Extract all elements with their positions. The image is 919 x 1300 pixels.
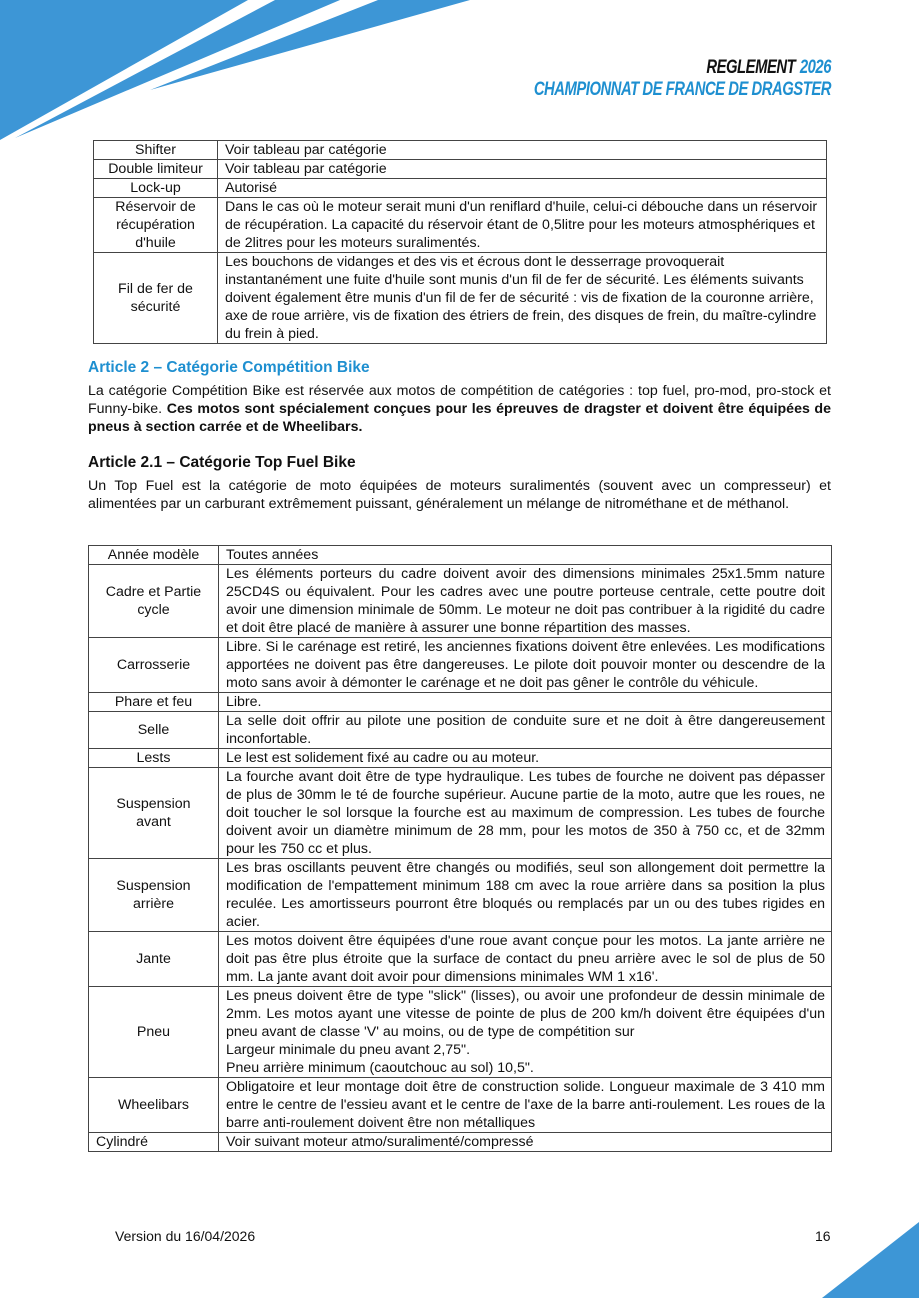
row-value: Les motos doivent être équipées d'une roue avant conçue pour les motos. La jante arrière ne doit pas être plus étroite que la surface de contact du pneu arrière avec le sol de plus de 50 mm. La jante avant doit avoir pour dimensions minimales WM 1 x16'. [219,932,832,987]
row-label: Suspension arrière [89,859,219,932]
row-label: Jante [89,932,219,987]
row-label: Suspension avant [89,768,219,859]
pneu-line-3: Pneu arrière minimum (caoutchouc au sol) 10,5". [226,1060,534,1076]
table-row [89,749,832,768]
header-title-word: REGLEMENT [706,57,796,78]
table-row [89,693,832,712]
pneu-line-1: Les pneus doivent être de type "slick" (lisses), ou avoir une profondeur de dessin minimale de 2mm. Les motos ayant une vitesse de pointe de plus de 200 km/h doivent être équipées d'un pneu avant de classe 'V' au moins, ou de type de compétition sur [226,988,825,1040]
row-label: Pneu [89,987,219,1078]
row-value: La selle doit offrir au pilote une position de conduite sure et ne doit à être dangereusement inconfortable. [219,712,832,749]
row-label: Cylindré [89,1133,219,1152]
row-value: Libre. [219,693,832,712]
row-label: Selle [89,712,219,749]
article-2-heading: Article 2 – Catégorie Compétition Bike [88,359,370,376]
row-value: Toutes années [219,546,832,565]
row-value: Autorisé [218,179,827,198]
table-row [89,1133,832,1152]
footer-page-number: 16 [815,1228,831,1244]
row-label: Wheelibars [89,1078,219,1133]
table-row [89,932,832,987]
row-label: Phare et feu [89,693,219,712]
row-value: Voir tableau par catégorie [218,160,827,179]
article-2-1-heading: Article 2.1 – Catégorie Top Fuel Bike [88,454,356,471]
row-label: Double limiteur [94,160,218,179]
row-label: Shifter [94,141,218,160]
article-2-text: La catégorie Compétition Bike est réservée aux motos de compétition de catégories : top fuel, pro-mod, pro-stock et Funny-bike. [88,383,831,417]
row-value: Voir tableau par catégorie [218,141,827,160]
table-row [89,565,832,638]
row-label: Lock-up [94,179,218,198]
header-subtitle: CHAMPIONNAT DE FRANCE DE DRAGSTER [533,79,831,100]
article-2-bold-text: Ces motos sont spécialement conçues pour les épreuves de dragster et doivent être équipées de pneus à section carrée et de Wheelibars. [88,401,831,435]
table-row [94,160,827,179]
row-value: La fourche avant doit être de type hydraulique. Les tubes de fourche ne doivent pas dépasser de plus de 30mm le té de fourche supérieur. Aucune partie de la moto, autre que les roues, ne doit toucher le sol lorsque la fourche est au maximum de compression. Les tubes de fourche doivent avoir un diamètre minimum de 28 mm, pour les motos de 350 à 750 cc, et de 32mm pour les 750 cc et plus. [219,768,832,859]
row-label: Année modèle [89,546,219,565]
row-value: Libre. Si le carénage est retiré, les anciennes fixations doivent être enlevées. Les modifications apportées ne doivent pas être dangereuses. Le pilote doit pouvoir monter ou descendre de la moto sans avoir à démonter le carénage et ne doit pas gêner le contrôle du véhicule. [219,638,832,693]
table-row [94,198,827,253]
row-label: Réservoir de récupération d'huile [94,198,218,253]
table-row [94,253,827,344]
table-row [89,768,832,859]
row-value: Les bouchons de vidanges et des vis et écrous dont le desserrage provoquerait instantanément une fuite d'huile sont munis d'un fil de fer de sécurité. Les éléments suivants doivent également être munis d'un fil de fer de sécurité : vis de fixation de la couronne arrière, axe de roue arrière, vis de fixation des étriers de frein, des disques de frein, du maître-cylindre du frein à pied. [218,253,827,344]
row-label: Fil de fer de sécurité [94,253,218,344]
table-row [94,179,827,198]
row-value: Les bras oscillants peuvent être changés ou modifiés, seul son allongement doit permettre la modification de l'empattement minimum 188 cm avec la roue arrière dans sa position la plus reculée. Les amortisseurs pourront être bloqués ou remplacés par un ou des tubes rigides en acier. [219,859,832,932]
row-value [219,987,832,1078]
table-row [89,1078,832,1133]
spec-table-general [93,140,827,344]
header-stripes-decoration [0,0,480,145]
row-value: Les éléments porteurs du cadre doivent avoir des dimensions minimales 25x1.5mm nature 25CD4S ou équivalent. Pour les cadres avec une poutre porteuse centrale, cette poutre doit avoir une dimension minimale de 50mm. Le moteur ne doit pas contribuer à la rigidité du cadre et doit être placé de manière à assurer une bonne répartition des masses. [219,565,832,638]
table-row [89,987,832,1078]
pneu-line-2: Largeur minimale du pneu avant 2,75". [226,1042,471,1058]
footer-triangle-decoration [820,1220,919,1300]
header-title-year: 2026 [799,57,831,78]
row-value: Obligatoire et leur montage doit être de construction solide. Longueur maximale de 3 410 mm entre le centre de l'essieu avant et le centre de l'axe de la barre anti-roulement. Les roues de la barre anti-roulement doivent être non métalliques [219,1078,832,1133]
row-value: Le lest est solidement fixé au cadre ou au moteur. [219,749,832,768]
table-row [89,546,832,565]
article-2-paragraph [88,382,831,436]
row-label: Cadre et Partie cycle [89,565,219,638]
row-value: Dans le cas où le moteur serait muni d'un reniflard d'huile, celui-ci débouche dans un réservoir de récupération. La capacité du réservoir étant de 0,5litre pour les moteurs atmosphériques et de 2litres pour les moteurs suralimentés. [218,198,827,253]
table-row [94,141,827,160]
spec-table-top-fuel-bike [88,545,832,1152]
footer-version: Version du 16/04/2026 [115,1228,256,1244]
table-row [89,859,832,932]
row-label: Lests [89,749,219,768]
row-value: Voir suivant moteur atmo/suralimenté/compressé [219,1133,832,1152]
article-2-1-paragraph: Un Top Fuel est la catégorie de moto équipées de moteurs suralimentés (souvent avec un compresseur) et alimentées par un carburant extrêmement puissant, généralement un mélange de nitrométhane et de méthanol. [88,478,831,512]
table-row [89,712,832,749]
document-header-title [534,57,831,101]
table-row [89,638,832,693]
row-label: Carrosserie [89,638,219,693]
